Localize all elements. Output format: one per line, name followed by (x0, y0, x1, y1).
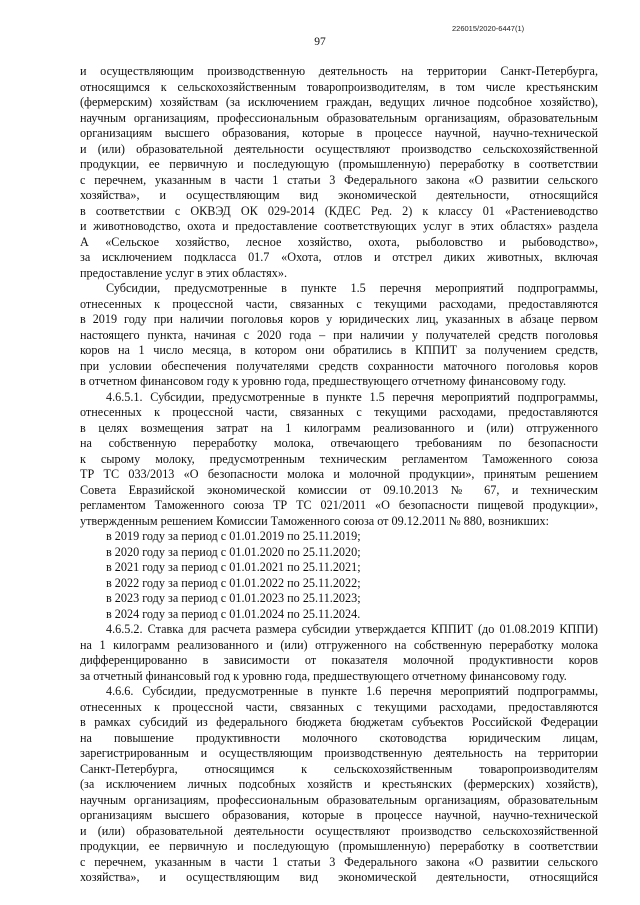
text-line: утвержденным решением Комиссии Таможенного союза от 09.12.2011 № 880, возникших: (80, 513, 549, 528)
text-line: в соответствии с ОКВЭД ОК 029-2014 (КДЕС Ред. 2) к классу 01 «Растениеводство (80, 203, 598, 218)
text-line: в 2020 году за период с 01.01.2020 по 25.11.2020; (106, 544, 361, 559)
text-line: научным организациям, профессиональным образовательным организациям, образовательным (80, 792, 598, 807)
text-line: на собственную переработку молока, отвечающего требованиям по безопасности (80, 436, 598, 450)
text-line: и животноводство, охота и предоставление соответствующих услуг в этих областях» раздела (80, 219, 598, 233)
text-line: к сырому молоку, предусмотренным техническим регламентом Таможенного союза (80, 451, 598, 466)
text-line: ТР ТС 033/2013 «О безопасности молока и молочной продукции», принятым решением (80, 467, 598, 481)
text-line: организациям высшего образования, которые в процессе научной, научно-технической (80, 126, 598, 140)
text-line: при условии обеспечения получателями средств сохранности маточного поголовья коров (80, 358, 598, 373)
text-line: хозяйства», и осуществляющим вид экономической деятельности, относящийся (80, 188, 598, 202)
text-line: с перечнем, указанным в части 1 статьи 3 Федерального закона «О развитии сельского (80, 854, 598, 869)
text-line: продукции, ее первичную и последующую (промышленную) переработку в соответствии (80, 157, 598, 171)
text-line: за отчетный финансовый год к уровню года, предшествующего отчетному финансовому году. (80, 668, 567, 683)
text-line: в 2024 году за период с 01.01.2024 по 25.11.2024. (106, 606, 361, 621)
text-line: А «Сельское хозяйство, лесное хозяйство, охота, рыболовство и рыбоводство», (80, 234, 598, 249)
text-line: настоящего пункта, начиная с 2020 года – при наличии у получателей средств поголовья (80, 327, 598, 342)
text-line: зарегистрированным и осуществляющим производственную деятельность на территории (80, 746, 598, 760)
text-line: организациям высшего образования, которые в процессе научной, научно-технической (80, 808, 598, 822)
text-line: и (или) образовательной деятельности осуществляют производство сельскохозяйственной (80, 823, 598, 838)
text-line: Санкт-Петербурга, относящимся к сельскохозяйственным товаропроизводителям (80, 761, 598, 776)
text-line: за исключением подкласса 01.7 «Охота, отлов и отстрел диких животных, включая (80, 250, 598, 264)
text-line: в 2023 году за период с 01.01.2023 по 25.11.2023; (106, 591, 361, 605)
text-line: в 2019 году при наличии поголовья коров у юридических лиц, указанных в абзаце первом (80, 312, 598, 326)
text-line: хозяйства», и осуществляющим вид экономической деятельности, относящийся (80, 870, 598, 884)
text-line: регламентом Таможенного союза ТР ТС 021/2011 «О безопасности пищевой продукции», (80, 498, 598, 512)
text-line: отнесенных к процессной части, связанных с текущими расходами, предоставляются (80, 405, 598, 419)
text-line: в 2022 году за период с 01.01.2022 по 25.11.2022; (106, 575, 361, 590)
document-body (80, 64, 598, 886)
document-id: 226015/2020-6447(1) (452, 24, 525, 33)
text-line: 4.6.5.2. Ставка для расчета размера субсидии утверждается КППИТ (до 01.08.2019 КППИ) (106, 622, 598, 636)
text-line: научным организациям, профессиональным образовательным организациям, образовательным (80, 110, 598, 125)
text-line: в рамках субсидий из федерального бюджета бюджетам субъектов Российской Федерации (80, 715, 598, 729)
text-line: на 1 килограмм реализованного и (или) отгруженного на собственную переработку молока (80, 637, 598, 652)
text-line: относящимся к сельскохозяйственным товаропроизводителям, в том числе крестьянским (80, 79, 598, 94)
text-line: отнесенных к процессной части, связанных с текущими расходами, предоставляются (80, 296, 598, 311)
text-line: 4.6.6. Субсидии, предусмотренные в пункте 1.6 перечня мероприятий подпрограммы, (106, 684, 598, 698)
text-line: отнесенных к процессной части, связанных с текущими расходами, предоставляются (80, 699, 598, 714)
text-line: в целях возмещения затрат на 1 килограмм реализованного и (или) отгруженного (80, 420, 598, 435)
text-line: 4.6.5.1. Субсидии, предусмотренные в пункте 1.5 перечня мероприятий подпрограммы, (106, 389, 598, 404)
text-line: и (или) образовательной деятельности осуществляют производство сельскохозяйственной (80, 141, 598, 156)
text-line: с перечнем, указанным в части 1 статьи 3 Федерального закона «О развитии сельского (80, 172, 598, 187)
text-line: коров на 1 число месяца, в котором они обратились в КППИТ за получением средств, (80, 343, 598, 357)
text-line: (фермерским) хозяйствам (за исключением граждан, ведущих личное подсобное хозяйство), (80, 95, 598, 109)
text-line: на повышение продуктивности молочного скотоводства юридическим лицам, (80, 730, 598, 745)
text-line: предоставление услуг в этих областях». (80, 265, 287, 280)
text-line: и осуществляющим производственную деятельность на территории Санкт-Петербурга, (80, 64, 598, 78)
text-line: в 2021 году за период с 01.01.2021 по 25.11.2021; (106, 560, 361, 574)
text-line: в 2019 году за период с 01.01.2019 по 25.11.2019; (106, 529, 361, 543)
page-number: 97 (314, 36, 326, 48)
text-line: (за исключением личных подсобных хозяйств и крестьянских (фермерских) хозяйств), (80, 777, 598, 791)
text-line: дифференцированно в зависимости от показателя молочной продуктивности коров (80, 653, 598, 667)
text-line: Субсидии, предусмотренные в пункте 1.5 перечня мероприятий подпрограммы, (106, 281, 598, 295)
text-line: Совета Евразийской экономической комиссии от 09.10.2013 № 67, и техническим (80, 482, 598, 497)
text-line: продукции, ее первичную и последующую (промышленную) переработку в соответствии (80, 839, 598, 853)
text-line: в отчетном финансовом году к уровню года, предшествующего отчетному финансовому году. (80, 374, 567, 388)
